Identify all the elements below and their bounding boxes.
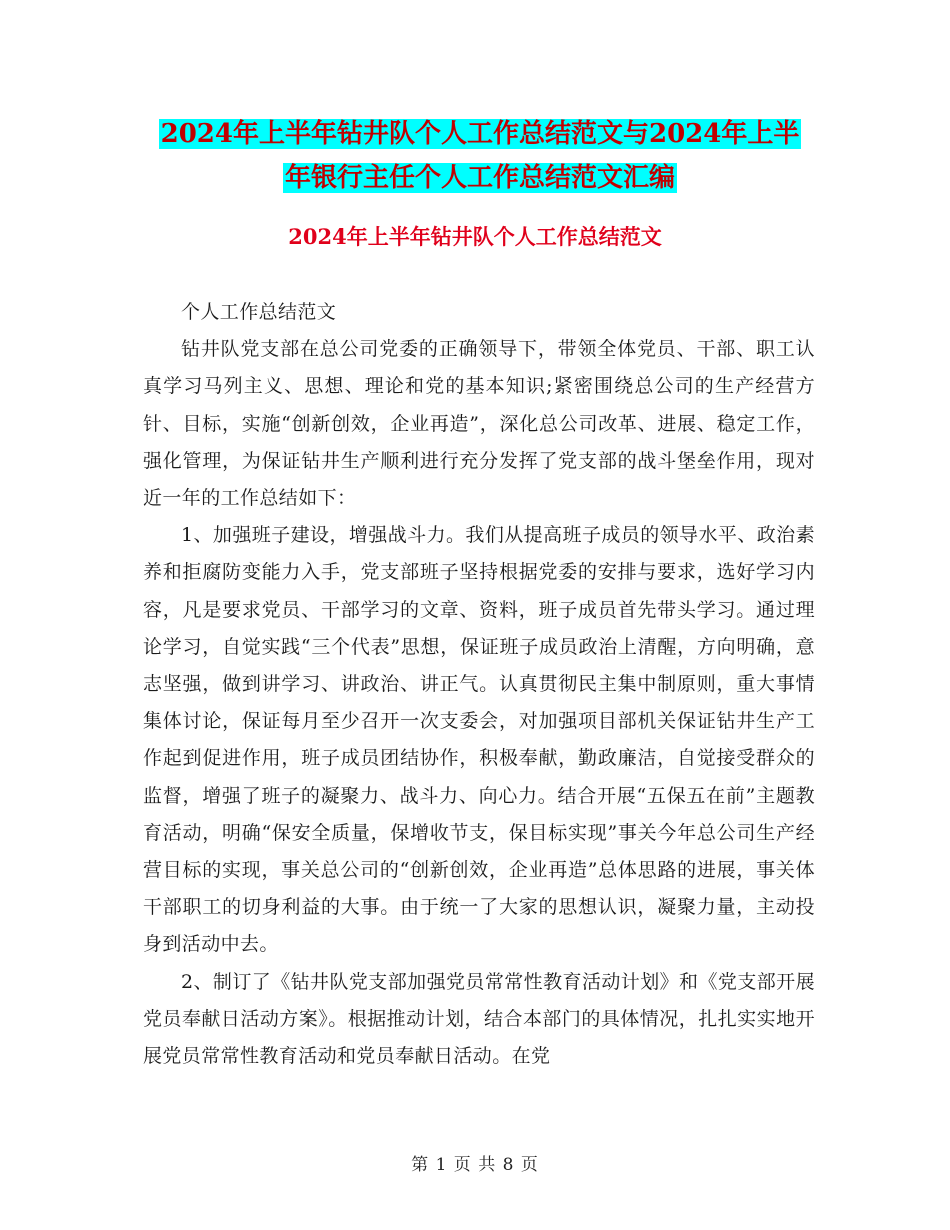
- document-title: [140, 112, 820, 200]
- document-title-line-2: 年银行主任个人工作总结范文汇编: [284, 163, 675, 193]
- paragraph: 1、加强班子建设，增强战斗力。我们从提高班子成员的领导水平、政治素养和拒腐防变能力入手，党支部班子坚持根据党委的安排与要求，选好学习内容，凡是要求党员、干部学习的文章、资料，班子成员首先带头学习。通过理论学习，自觉实践“三个代表”思想，保证班子成员政治上清醒，方向明确，意志坚强，做到讲学习、讲政治、讲正气。认真贯彻民主集中制原则，重大事情集体讨论，保证每月至少召开一次支委会，对加强项目部机关保证钻井生产工作起到促进作用，班子成员团结协作，积极奉献，勤政廉洁，自觉接受群众的监督，增强了班子的凝聚力、战斗力、向心力。结合开展“五保五在前”主题教育活动，明确“保安全质量，保增收节支，保目标实现”事关今年总公司生产经营目标的实现，事关总公司的“创新创效，企业再造”总体思路的进展，事关体干部职工的切身利益的大事。由于统一了大家的思想认识，凝聚力量，主动投身到活动中去。: [143, 524, 815, 956]
- section-title: 2024年上半年钻井队个人工作总结范文: [288, 224, 662, 249]
- paragraph: 钻井队党支部在总公司党委的正确领导下，带领全体党员、干部、职工认真学习马列主义、思想、理论和党的基本知识;紧密围绕总公司的生产经营方针、目标，实施“创新创效，企业再造”，深化总公司改革、进展、稳定工作，强化管理，为保证钻井生产顺利进行充分发挥了党支部的战斗堡垒作用，现对近一年的工作总结如下：: [143, 338, 815, 510]
- document-title-line-1: 2024年上半年钻井队个人工作总结范文与2024年上半: [160, 119, 800, 149]
- page-footer: 第 1 页 共 8 页: [411, 1155, 539, 1175]
- paragraph-subheading: 个人工作总结范文: [181, 301, 337, 323]
- paragraph: 2、制订了《钻井队党支部加强党员常常性教育活动计划》和《党支部开展党员奉献日活动方案》。根据推动计划，结合本部门的具体情况，扎扎实实地开展党员常常性教育活动和党员奉献日活动。在党: [143, 970, 815, 1068]
- body-text: [143, 294, 815, 1075]
